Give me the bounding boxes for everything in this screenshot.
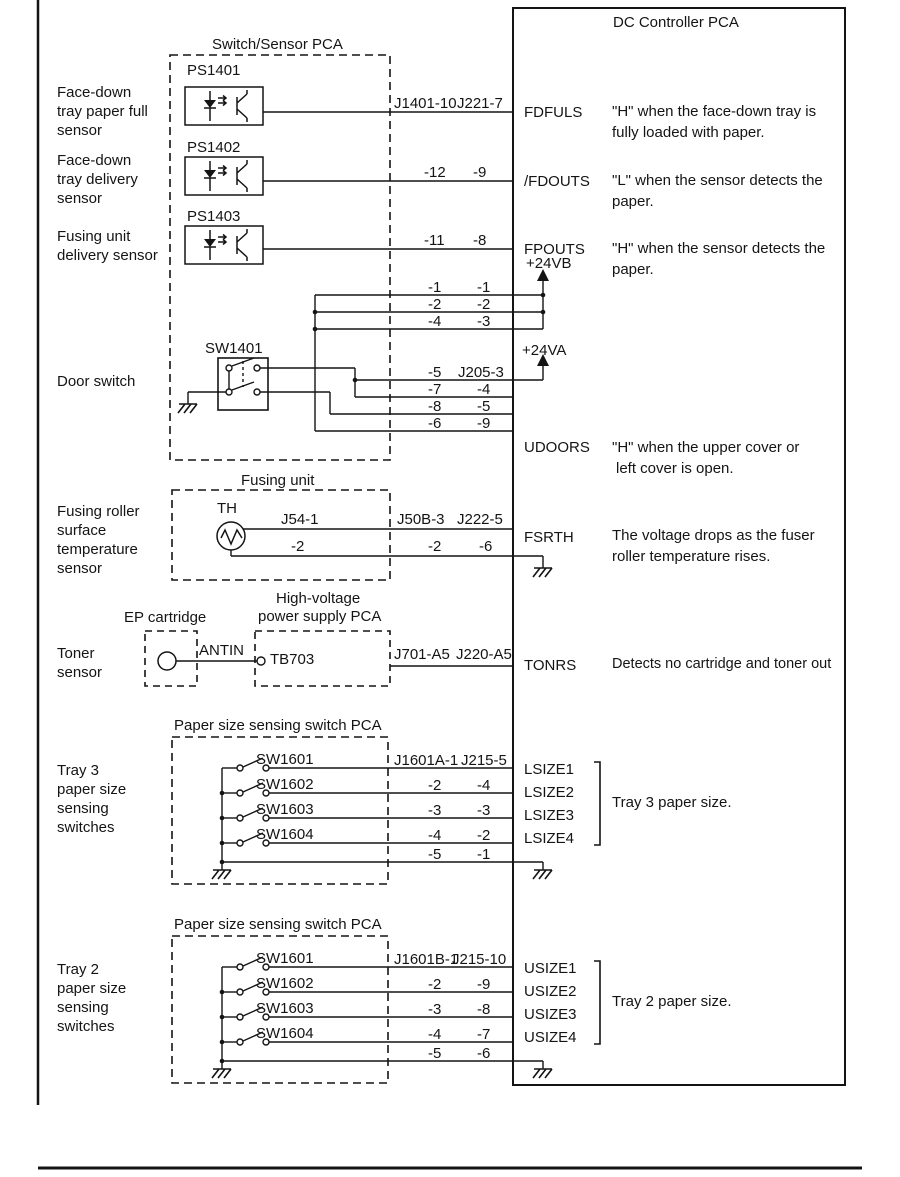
tray3-left-label-l2: paper size	[57, 781, 127, 798]
pin-label: -1	[477, 846, 491, 863]
pin-label: J1601A-1	[394, 752, 459, 769]
signal-usize3: USIZE3	[524, 1006, 577, 1023]
ps1401-label: PS1401	[187, 62, 241, 79]
pin-label: -5	[477, 398, 491, 415]
signal-usize2: USIZE2	[524, 983, 577, 1000]
chassis-ground-icon	[212, 870, 231, 879]
pin-label: -7	[428, 381, 442, 398]
pin-label: -3	[428, 802, 442, 819]
pin-label: J215-5	[461, 752, 507, 769]
thermistor-icon	[217, 522, 245, 550]
sw1604-label: SW1604	[256, 826, 314, 843]
sw1401-label: SW1401	[205, 340, 263, 357]
pin-label: -2	[428, 296, 442, 313]
ps1402-sensor-icon	[185, 157, 263, 195]
pin-label: -2	[291, 538, 305, 555]
pin-label: J221-7	[457, 95, 503, 112]
pin-label: -1	[477, 279, 491, 296]
fsrth-left-label-l3: temperature	[57, 541, 138, 558]
tray3-desc: Tray 3 paper size.	[612, 794, 732, 811]
signal-lsize1: LSIZE1	[524, 761, 575, 778]
tray2-left-label-l3: sensing	[57, 999, 109, 1016]
toner-left-label-l1: Toner	[57, 645, 95, 662]
switch-sensor-title: Switch/Sensor PCA	[212, 36, 343, 53]
pin-label: J701-A5	[394, 646, 450, 663]
pin-label: -5	[428, 364, 442, 381]
pin-label: -1	[428, 279, 442, 296]
fdfuls-desc-l2: fully loaded with paper.	[612, 124, 765, 141]
fdouts-left-label-l3: sensor	[57, 190, 103, 207]
fsrth-left-label-l4: sensor	[57, 560, 103, 577]
fsrth-left-label-l1: Fusing roller	[57, 503, 140, 520]
ep-cartridge-label: EP cartridge	[124, 609, 207, 626]
pin-label: -3	[428, 1001, 442, 1018]
pin-label: -4	[477, 381, 491, 398]
door-switch-left-label: Door switch	[57, 373, 136, 390]
tb703-label: TB703	[270, 651, 315, 668]
th-label: TH	[217, 500, 237, 517]
pin-label: J222-5	[457, 511, 503, 528]
chassis-ground-icon	[533, 870, 552, 879]
pin-label: J50B-3	[397, 511, 445, 528]
chassis-ground-icon	[533, 568, 552, 577]
pin-label: -6	[477, 1045, 491, 1062]
ps1403-sensor-icon	[185, 226, 263, 264]
hv-pca-label-l1: High-voltage	[276, 590, 361, 607]
toner-antenna-icon	[158, 652, 176, 670]
tray2-left-label-l2: paper size	[57, 980, 127, 997]
pin-label: -4	[428, 827, 442, 844]
pin-label: -8	[473, 232, 487, 249]
signal-tonrs: TONRS	[524, 657, 577, 674]
pin-label: J54-1	[281, 511, 319, 528]
sw1604-label: SW1604	[256, 1025, 314, 1042]
fpouts-left-label-l2: delivery sensor	[57, 247, 158, 264]
fpouts-desc-l2: paper.	[612, 261, 654, 278]
sw1601-label: SW1601	[256, 751, 314, 768]
fdouts-desc-l2: paper.	[612, 193, 654, 210]
chassis-ground-icon	[212, 1069, 231, 1078]
fsrth-desc-l1: The voltage drops as the fuser	[612, 527, 815, 544]
fdfuls-left-label-l2: tray paper full	[57, 103, 148, 120]
signal-fdfuls: FDFULS	[524, 104, 583, 121]
pin-label: J220-A5	[456, 646, 512, 663]
pin-label: -2	[428, 976, 442, 993]
ps1402-label: PS1402	[187, 139, 241, 156]
pin-label: -7	[477, 1026, 491, 1043]
sw1602-label: SW1602	[256, 776, 314, 793]
pin-label: -9	[473, 164, 487, 181]
pin-label: -2	[477, 296, 491, 313]
fdouts-left-label-l1: Face-down	[57, 152, 132, 169]
pin-label: -3	[477, 802, 491, 819]
fsrth-left-label-l2: surface	[57, 522, 107, 539]
signal-fpouts: FPOUTS	[524, 241, 585, 258]
fusing-unit-box-title: Fusing unit	[241, 472, 315, 489]
signal-usize1: USIZE1	[524, 960, 577, 977]
sw1601-label: SW1601	[256, 950, 314, 967]
pin-label: -5	[428, 1045, 442, 1062]
fpouts-left-label-l1: Fusing unit	[57, 228, 131, 245]
hv-pca-label-l2: power supply PCA	[258, 608, 382, 625]
pin-label: -9	[477, 415, 491, 432]
pin-label: -2	[428, 777, 442, 794]
door-switch-icon	[188, 358, 268, 410]
dc-controller-title: DC Controller PCA	[613, 14, 739, 31]
tray3-left-label-l4: switches	[57, 819, 115, 836]
tray2-box-title: Paper size sensing switch PCA	[174, 916, 382, 933]
fuser-wires	[231, 529, 543, 568]
fdfuls-desc-l1: "H" when the face-down tray is	[612, 103, 817, 120]
tray2-left-label-l1: Tray 2	[57, 961, 99, 978]
tray2-desc: Tray 2 paper size.	[612, 993, 732, 1010]
ep-cartridge-box	[145, 631, 197, 686]
pin-label: -8	[477, 1001, 491, 1018]
junction-dot-door	[353, 378, 358, 383]
signal-lsize2: LSIZE2	[524, 784, 575, 801]
signal-lsize4: LSIZE4	[524, 830, 575, 847]
signal-fsrth: FSRTH	[524, 529, 574, 546]
pin-label: -8	[428, 398, 442, 415]
signal-fdouts: /FDOUTS	[524, 173, 590, 190]
tonrs-desc: Detects no cartridge and toner out	[612, 656, 832, 672]
ps1403-label: PS1403	[187, 208, 241, 225]
fdfuls-left-label-l1: Face-down	[57, 84, 132, 101]
toner-left-label-l2: sensor	[57, 664, 103, 681]
pin-label: -4	[428, 1026, 442, 1043]
pin-label: -2	[428, 538, 442, 555]
tray3-left-label-l1: Tray 3	[57, 762, 99, 779]
pin-label: -3	[477, 313, 491, 330]
fusing-unit-box	[172, 490, 390, 580]
udoors-desc-l2: left cover is open.	[616, 460, 734, 477]
signal-udoors: UDOORS	[524, 439, 590, 456]
fdfuls-left-label-l3: sensor	[57, 122, 103, 139]
pin-label: -6	[428, 415, 442, 432]
udoors-desc-l1: "H" when the upper cover or	[612, 439, 800, 456]
tray3-bracket	[594, 762, 600, 845]
pin-label: -6	[479, 538, 493, 555]
tray3-left-label-l3: sensing	[57, 800, 109, 817]
chassis-ground-icon	[533, 1069, 552, 1078]
tray2-bracket	[594, 961, 600, 1044]
pin-label: -9	[477, 976, 491, 993]
pin-label: -12	[424, 164, 446, 181]
antin-label: ANTIN	[199, 642, 244, 659]
sw1603-label: SW1603	[256, 1000, 314, 1017]
pin-label: J205-3	[458, 364, 504, 381]
switch-sensor-pca-box	[170, 55, 390, 460]
pin-label: -5	[428, 846, 442, 863]
signal-usize4: USIZE4	[524, 1029, 577, 1046]
fsrth-desc-l2: roller temperature rises.	[612, 548, 771, 565]
pin-label: J1401-10	[394, 95, 457, 112]
tb703-terminal-icon	[257, 657, 265, 665]
tray3-box-title: Paper size sensing switch PCA	[174, 717, 382, 734]
fdouts-desc-l1: "L" when the sensor detects the	[612, 172, 823, 189]
pin-label: J1601B-1	[394, 951, 459, 968]
sw1603-label: SW1603	[256, 801, 314, 818]
tray2-left-label-l4: switches	[57, 1018, 115, 1035]
fpouts-desc-l1: "H" when the sensor detects the	[612, 240, 826, 257]
pin-label: -11	[424, 232, 445, 249]
pin-label: -4	[477, 777, 491, 794]
pin-label: J215-10	[452, 951, 507, 968]
label-24va: +24VA	[522, 342, 567, 359]
signal-lsize3: LSIZE3	[524, 807, 575, 824]
chassis-ground-icon	[178, 404, 197, 413]
sw1602-label: SW1602	[256, 975, 314, 992]
pin-label: -4	[428, 313, 442, 330]
fdouts-left-label-l2: tray delivery	[57, 171, 138, 188]
ps1401-sensor-icon	[185, 87, 263, 125]
pin-label: -2	[477, 827, 491, 844]
label-24vb: +24VB	[526, 255, 572, 272]
